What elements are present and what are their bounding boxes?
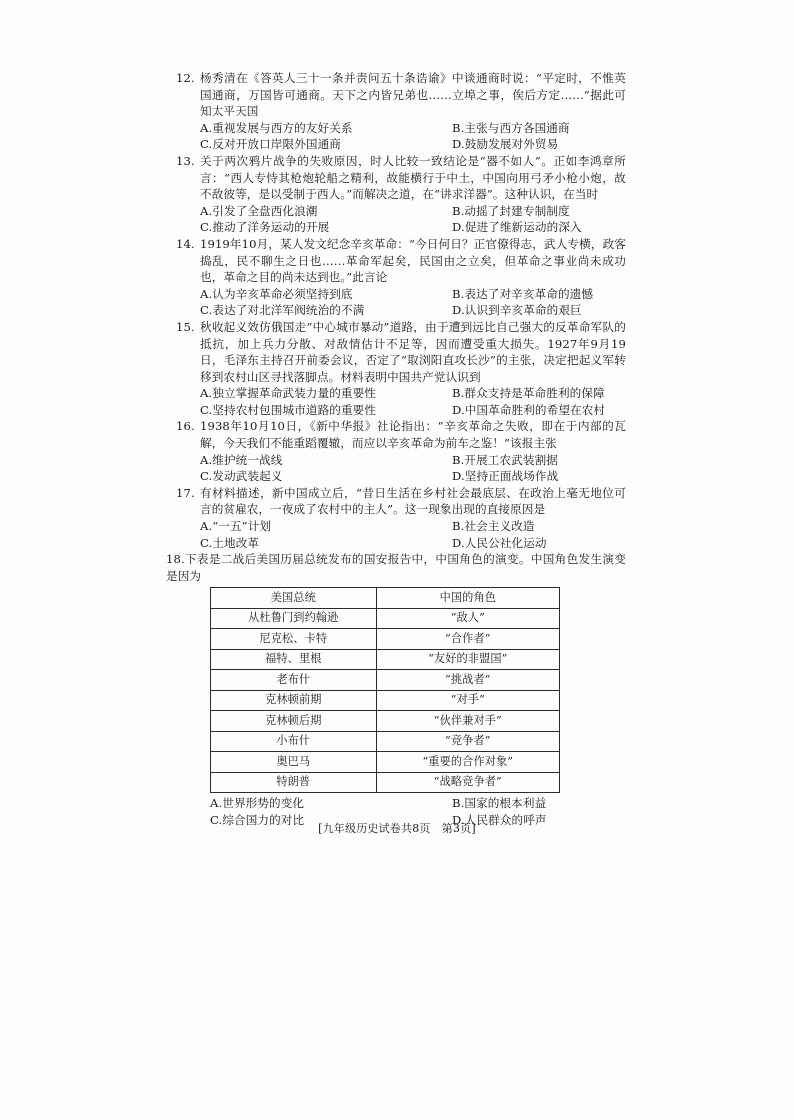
question-17 — [176, 485, 626, 551]
question-text: 杨秀清在《答英人三十一条并责问五十条诰谕》中谈通商时说：“平定时，不惟英国通商，万国皆可通商。天下之内皆兄弟也……立埠之事，俟后方定……”据此可知太平天国 — [200, 71, 626, 119]
question-14 — [176, 236, 626, 319]
option-a: A.认为辛亥革命必须坚持到底 — [200, 286, 353, 301]
question-15 — [176, 319, 626, 419]
president-cell: 小布什 — [211, 731, 377, 752]
china-role-cell: “对手” — [376, 690, 559, 711]
question-number: 13. — [176, 153, 195, 168]
question-number: 15. — [176, 319, 195, 334]
president-cell: 尼克松、卡特 — [211, 629, 377, 650]
question-text: 1919年10月，某人发文纪念辛亥革命：“今日何日？正官僚得志，武人专横，政客捣乱，民不聊生之日也……革命军起矣，民国由之立矣，但革命之事业尚未成功也，革命之目的尚未达到也。”此言论 — [200, 236, 626, 285]
china-role-cell: “挑战者” — [376, 670, 559, 691]
options — [176, 203, 626, 236]
option-d: D.人民群众的呼声 — [452, 813, 547, 827]
option-b: B.主张与西方各国通商 — [452, 120, 570, 135]
options — [176, 452, 626, 485]
question-text: 秋收起义效仿俄国走“中心城市暴动”道路，由于遭到远比自己强大的反革命军队的抵抗，加上兵力分散、对敌情估计不足等，因而遭受重大损失。1927年9月19日，毛泽东主持召开前委会议，否定了“取浏阳直攻长沙”的主张，决定把起义军转移到农村山区寻找落脚点。材料表明中国共产党认识到 — [200, 319, 626, 384]
question-stem — [176, 153, 626, 203]
president-cell: 特朗普 — [211, 772, 377, 793]
option-a: A.独立掌握革命武装力量的重要性 — [200, 386, 376, 401]
president-cell: 从杜鲁门到约翰逊 — [211, 608, 377, 629]
option-a: A.维护统一战线 — [200, 452, 283, 467]
option-c: C.坚持农村包围城市道路的重要性 — [200, 402, 377, 417]
page-footer: [九年级历史试卷共8页 第3页] — [318, 822, 476, 835]
option-a: A.引发了全盘西化浪潮 — [200, 203, 318, 218]
table-row — [211, 731, 560, 752]
china-role-cell: “伙伴兼对手” — [376, 711, 559, 732]
option-b: B.社会主义改造 — [452, 519, 535, 534]
question-stem — [176, 418, 626, 451]
option-a: A.世界形势的变化 — [210, 796, 305, 811]
options — [176, 120, 626, 153]
question-text: 1938年10月10日，《新中华报》社论指出：“辛亥革命之失败，即在于内部的瓦解，今天我们不能重蹈覆辙，而应以辛亥革命为前车之鉴！”该报主张 — [200, 419, 626, 451]
options — [176, 286, 626, 319]
option-a: A.“一五”计划 — [200, 519, 272, 534]
china-role-cell: “重要的合作对象” — [376, 752, 559, 773]
option-b: B.动摇了封建专制制度 — [452, 203, 570, 218]
question-stem — [176, 236, 626, 286]
option-c: C.反对开放口岸限外国通商 — [200, 137, 341, 152]
option-d: D.促进了维新运动的深入 — [452, 220, 582, 235]
president-cell: 老布什 — [211, 670, 377, 691]
table-row — [211, 629, 560, 650]
option-b: B.表达了对辛亥革命的遗憾 — [452, 286, 594, 301]
question-number: 17. — [176, 485, 195, 500]
table-row — [211, 772, 560, 793]
china-role-cell: “敌人” — [376, 608, 559, 629]
option-c: C.土地改革 — [200, 535, 260, 550]
table-header-cell: 中国的角色 — [376, 588, 559, 609]
china-role-cell: “合作者” — [376, 629, 559, 650]
question-text: 有材料描述，新中国成立后，“昔日生活在乡村社会最底层、在政治上毫无地位可言的贫雇农，一夜成了农村中的主人”。这一现象出现的直接原因是 — [200, 485, 626, 517]
table-row — [211, 649, 560, 670]
president-role-table — [210, 587, 560, 793]
president-cell: 奥巴马 — [211, 752, 377, 773]
president-cell: 福特、里根 — [211, 649, 377, 670]
options — [176, 385, 626, 418]
option-d: D.中国革命胜利的希望在农村 — [452, 402, 606, 417]
option-d: D.鼓励发展对外贸易 — [452, 137, 559, 152]
china-role-cell: “友好的非盟国” — [376, 649, 559, 670]
question-stem — [176, 485, 626, 518]
questions-area — [166, 70, 626, 829]
question-12 — [176, 70, 626, 153]
question-13 — [176, 153, 626, 236]
option-d: D.认识到辛亥革命的艰巨 — [452, 303, 582, 318]
option-b: B.国家的根本利益 — [452, 796, 547, 811]
china-role-cell: “战略竞争者” — [376, 772, 559, 793]
options — [176, 518, 626, 551]
table-row — [211, 608, 560, 629]
table-row — [211, 752, 560, 773]
table-row — [211, 711, 560, 732]
question-number: 12. — [176, 71, 195, 85]
option-c: C.推动了洋务运动的开展 — [200, 220, 330, 235]
option-c: C.综合国力的对比 — [210, 813, 305, 827]
question-text: 关于两次鸦片战争的失败原因，时人比较一致结论是“器不如人”。正如李鸿章所言：“西人专恃其枪炮轮船之精利，故能横行于中土，中国向用弓矛小枪小炮，故不敌彼等，是以受制于西人。”而解决之道，在“讲求洋器”。这种认识，在当时 — [200, 153, 626, 202]
option-b: B.开展工农武装割据 — [452, 452, 558, 467]
china-role-cell: “竞争者” — [376, 731, 559, 752]
president-cell: 克林顿前期 — [211, 690, 377, 711]
president-cell: 克林顿后期 — [211, 711, 377, 732]
question-number: 16. — [176, 419, 195, 434]
table-header-cell: 美国总统 — [211, 588, 377, 609]
question-number: 14. — [176, 236, 195, 251]
question-18 — [166, 551, 626, 828]
question-stem — [176, 319, 626, 385]
option-b: B.群众支持是革命胜利的保障 — [452, 386, 605, 401]
table-row — [211, 690, 560, 711]
option-c: C.表达了对北洋军阀统治的不满 — [200, 303, 365, 318]
question-16 — [176, 418, 626, 484]
question-text: 18.下表是二战后美国历届总统发布的国安报告中，中国角色的演变。中国角色发生演变是因为 — [166, 552, 626, 583]
option-d: D.坚持正面战场作战 — [452, 469, 559, 484]
table-row — [211, 670, 560, 691]
option-d: D.人民公社化运动 — [452, 535, 547, 550]
option-a: A.重视发展与西方的友好关系 — [200, 120, 353, 135]
option-c: C.发动武装起义 — [200, 469, 283, 484]
question-stem — [176, 70, 626, 120]
table-header-row — [211, 588, 560, 609]
